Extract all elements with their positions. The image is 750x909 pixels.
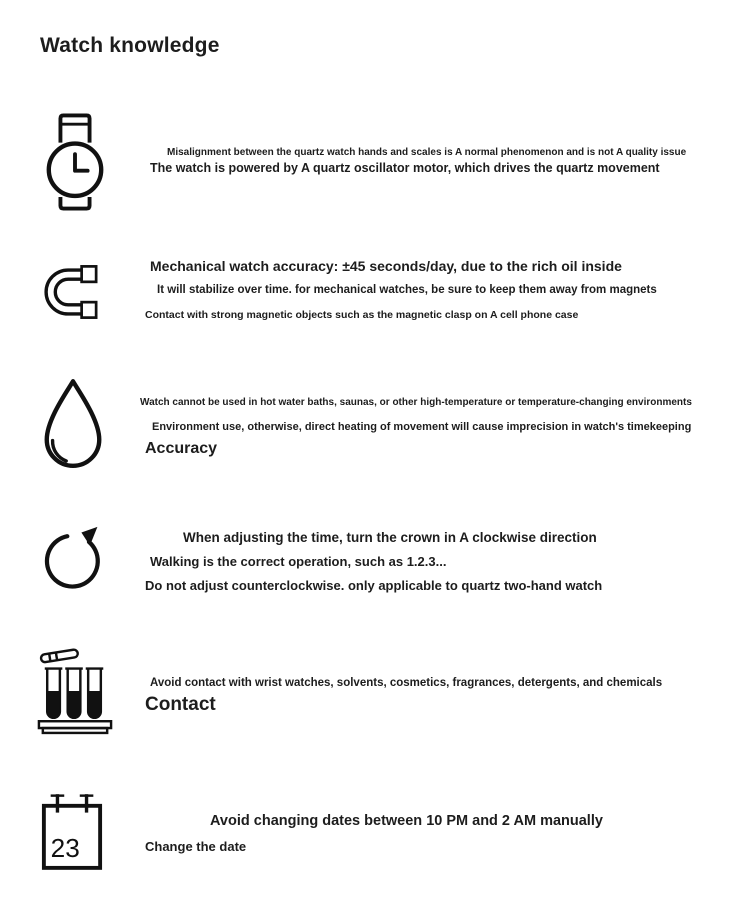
change-date-heading: Change the date [145,839,247,854]
contact-heading: Contact [145,694,216,715]
crown-counterclockwise-line: Do not adjust counterclockwise. only applicable to quartz two-hand watch [145,578,603,593]
crown-walking-line: Walking is the correct operation, such as 1.2.3... [150,554,447,569]
calendar-day-number: 23 [50,833,80,864]
magnet-stabilize-line: It will stabilize over time. for mechanical watches, be sure to keep them away from magnets [157,284,657,296]
page-title: Watch knowledge [40,34,220,57]
water-drop-icon [38,375,108,475]
wristwatch-icon [42,112,108,212]
test-tubes-icon [36,642,114,740]
magnet-accuracy-line: Mechanical watch accuracy: ±45 seconds/day, due to the rich oil inside [150,258,622,274]
temperature-warning-line: Watch cannot be used in hot water baths, saunas, or other high-temperature or temperature-changing environments [140,397,692,408]
magnet-contact-line: Contact with strong magnetic objects such as the magnetic clasp on A cell phone case [145,309,579,321]
temperature-environment-line: Environment use, otherwise, direct heating of movement will cause imprecision in watch's timekeeping [152,421,692,433]
accuracy-heading: Accuracy [145,440,218,457]
quartz-note-main: The watch is powered by A quartz oscillator motor, which drives the quartz movement [150,161,660,175]
magnet-icon [40,263,102,321]
date-change-warning-line: Avoid changing dates between 10 PM and 2 AM manually [210,813,603,829]
clockwise-rotation-icon [40,517,104,595]
calendar-icon [40,791,104,873]
quartz-note-small: Misalignment between the quartz watch hands and scales is A normal phenomenon and is not A quality issue [167,147,687,158]
chemicals-avoid-line: Avoid contact with wrist watches, solvents, cosmetics, fragrances, detergents, and chemicals [150,677,663,689]
crown-clockwise-line: When adjusting the time, turn the crown in A clockwise direction [183,530,597,545]
